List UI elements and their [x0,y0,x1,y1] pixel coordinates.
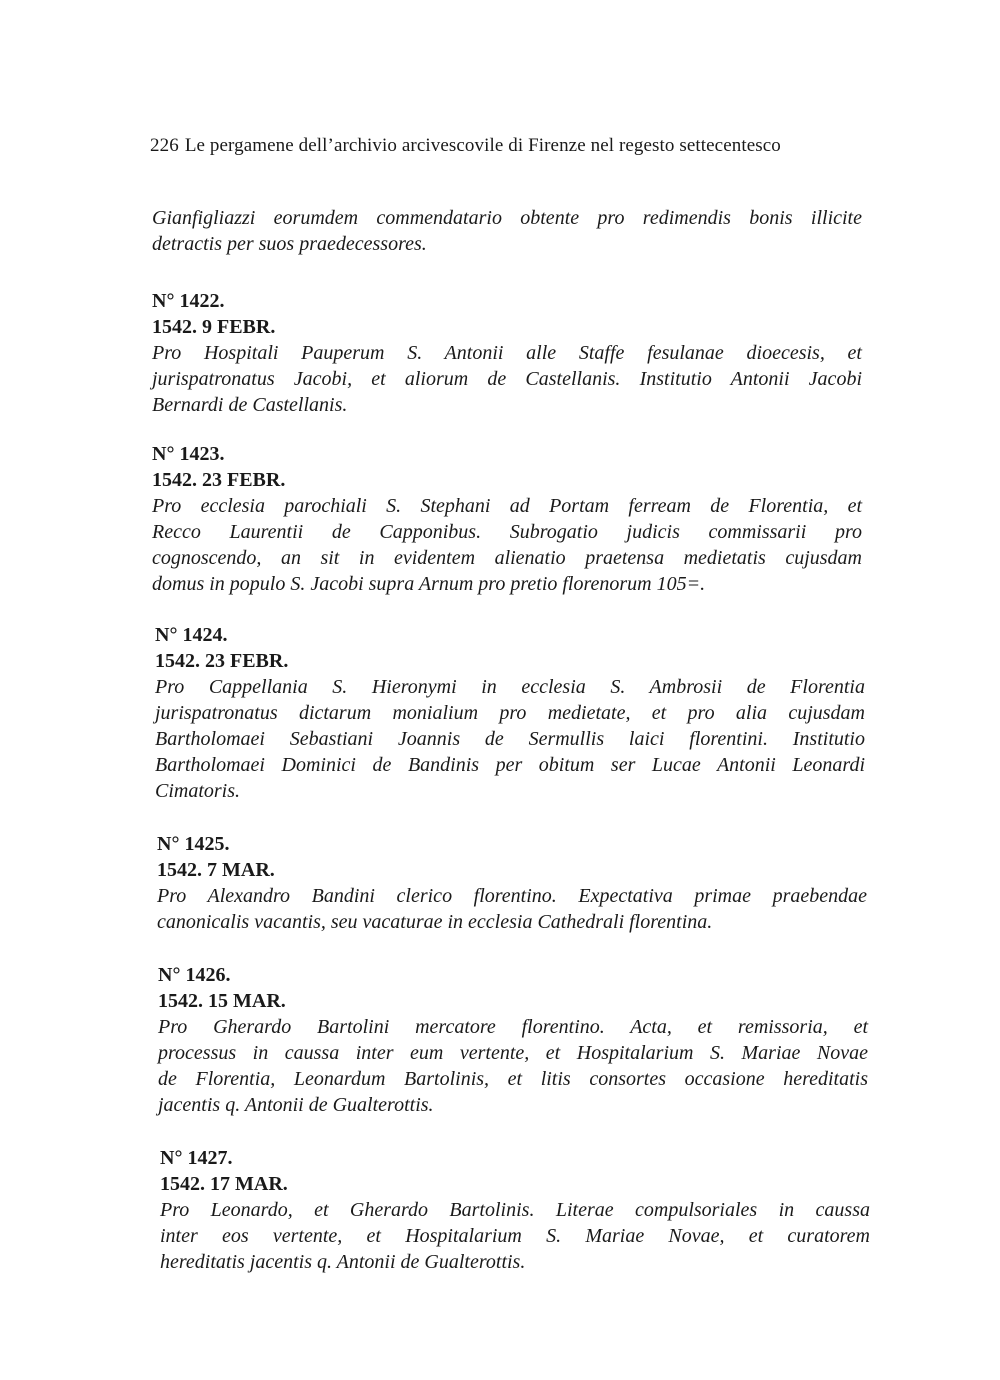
text-line: processus in caussa inter eum vertente, et Hospitalarium S. Mariae Novae [158,1042,868,1064]
text-line: Pro Cappellania S. Hieronymi in ecclesia S. Ambrosii de Florentia [155,676,865,698]
entry-text [155,674,865,804]
entry-date: 1542. 23 FEBR. [155,650,289,672]
text-line: jacentis q. Antonii de Gualterottis. [158,1094,434,1116]
entry-date: 1542. 23 FEBR. [152,469,286,491]
text-line: Pro Alexandro Bandini clerico florentino. Expectativa primae praebendae [157,885,867,907]
text-line: Recco Laurentii de Capponibus. Subrogatio judicis commissarii pro [152,521,862,543]
entry-text [160,1197,870,1275]
text-line: canonicalis vacantis, seu vacaturae in ecclesia Cathedrali florentina. [157,911,713,933]
text-line: Gianfigliazzi eorumdem commendatario obtente pro redimendis bonis illicite [152,207,862,229]
text-line: hereditatis jacentis q. Antonii de Gualterottis. [160,1251,526,1273]
running-title: Le pergamene dell’archivio arcivescovile di Firenze nel regesto settecentesco [184,135,781,156]
entry-date: 1542. 9 FEBR. [152,316,276,338]
entry-date: 1542. 7 MAR. [157,859,275,881]
entry-1427 [160,1145,870,1275]
entry-number: N° 1422. [152,290,225,312]
text-line: Bartholomaei Dominici de Bandinis per obitum ser Lucae Antonii Leonardi [155,754,865,776]
text-line: Cimatoris. [155,780,241,802]
text-line: cognoscendo, an sit in evidentem alienatio praetensa medietatis cujusdam [152,547,862,569]
page-number: 226 [150,135,179,156]
text-line: jurispatronatus Jacobi, et aliorum de Castellanis. Institutio Antonii Jacobi [152,368,862,390]
text-line: jurispatronatus dictarum monialium pro medietate, et pro alia cujusdam [155,702,865,724]
text-line: inter eos vertente, et Hospitalarium S. Mariae Novae, et curatorem [160,1225,870,1247]
entry-1425 [157,831,867,935]
text-line: Pro Hospitali Pauperum S. Antonii alle Staffe fesulanae dioecesis, et [152,342,862,364]
entry-text [152,493,862,597]
continuation-paragraph [152,205,862,257]
text-line: Bartholomaei Sebastiani Joannis de Sermullis laici florentini. Institutio [155,728,865,750]
entry-text [158,1014,868,1118]
text-line: Pro Gherardo Bartolini mercatore florentino. Acta, et remissoria, et [158,1016,868,1038]
text-line: domus in populo S. Jacobi supra Arnum pro pretio florenorum 105=. [152,573,706,595]
entry-number: N° 1423. [152,443,225,465]
entry-number: N° 1425. [157,833,230,855]
entry-number: N° 1424. [155,624,228,646]
entry-1426 [158,962,868,1118]
entry-number: N° 1427. [160,1147,233,1169]
text-line: Bernardi de Castellanis. [152,394,348,416]
text-line: detractis per suos praedecessores. [152,233,427,255]
entry-text [157,883,867,935]
entry-date: 1542. 17 MAR. [160,1173,288,1195]
running-header [150,134,870,158]
entry-text [152,340,862,418]
text-line: de Florentia, Leonardum Bartolinis, et litis consortes occasione hereditatis [158,1068,868,1090]
entry-date: 1542. 15 MAR. [158,990,286,1012]
text-line: Pro ecclesia parochiali S. Stephani ad Portam ferream de Florentia, et [152,495,862,517]
text-line: Pro Leonardo, et Gherardo Bartolinis. Literae compulsoriales in caussa [160,1199,870,1221]
entry-number: N° 1426. [158,964,231,986]
entry-1424 [155,622,865,804]
entry-1423 [152,441,862,597]
entry-1422 [152,288,862,418]
